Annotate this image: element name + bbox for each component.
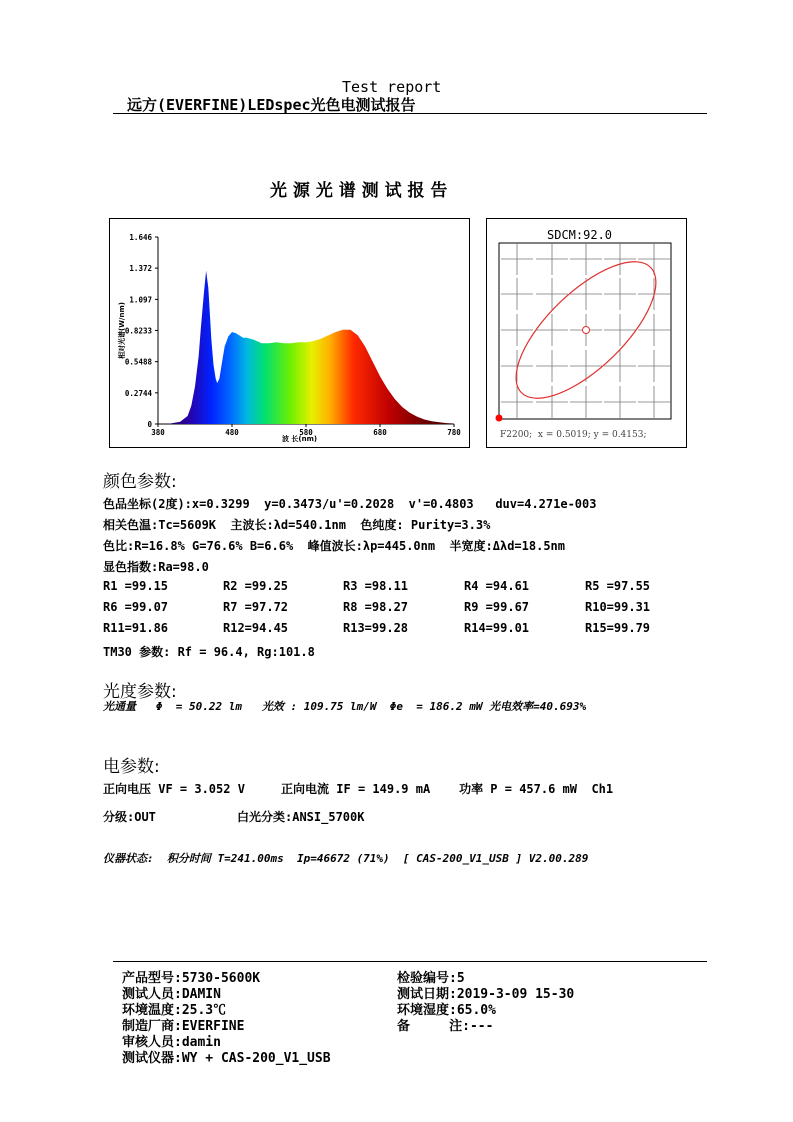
spectrum-y-tick-label: 0 <box>147 420 152 429</box>
color-ratio-line: 色比:R=16.8% G=76.6% B=6.6% 峰值波长:λp=445.0nm 半宽度:Δλd=18.5nm <box>103 539 566 553</box>
spectrum-y-tick-label: 0.8233 <box>124 326 152 336</box>
cri-line: 显色指数:Ra=98.0 <box>103 560 209 574</box>
electrical-heading: 电参数: <box>103 757 160 777</box>
footer-left-item: 产品型号:5730-5600K <box>122 971 261 986</box>
spectrum-y-tick-label: 0.2744 <box>124 388 152 398</box>
footer-left-item: 测试仪器:WY + CAS-200_V1_USB <box>122 1051 331 1066</box>
cri-value: R15=99.79 <box>585 621 651 635</box>
cri-value: R1 =99.15 <box>103 579 169 593</box>
spectrum-x-tick-label: 780 <box>447 428 461 437</box>
cri-value: R8 =98.27 <box>343 600 409 614</box>
photometric-line: 光通量 Φ = 50.22 lm 光效 : 109.75 lm/W Φe = 186.2 mW 光电效率=40.693% <box>103 700 587 713</box>
cri-value: R10=99.31 <box>585 600 651 614</box>
cri-value: R7 =97.72 <box>223 600 289 614</box>
footer-left-item: 环境温度:25.3℃ <box>122 1003 227 1018</box>
sdcm-measured-point <box>496 415 503 422</box>
cri-value: R3 =98.11 <box>343 579 409 593</box>
sdcm-footer: F2200; x = 0.5019; y = 0.4153; <box>500 430 647 440</box>
sdcm-chart <box>487 219 686 447</box>
sdcm-center-point <box>583 327 590 334</box>
electrical-line: 正向电压 VF = 3.052 V 正向电流 IF = 149.9 mA 功率 P = 457.6 mW Ch1 <box>103 782 614 796</box>
spectrum-chart-panel <box>109 218 470 448</box>
header-rule <box>113 113 707 114</box>
spectrum-x-tick-label: 480 <box>225 428 239 437</box>
sdcm-label: SDCM:92.0 <box>547 228 613 242</box>
sdcm-panel <box>486 218 687 448</box>
spectrum-x-label: 波 长(nm) <box>282 435 318 443</box>
report-title-cn: 远方(EVERFINE)LEDspec光色电测试报告 <box>127 96 416 114</box>
cri-value: R2 =99.25 <box>223 579 289 593</box>
instrument-status: 仪器状态: 积分时间 T=241.00ms Ip=46672 (71%) [ CAS-200_V1_USB ] V2.00.289 <box>103 852 589 865</box>
footer-right-item: 测试日期:2019-3-09 15-30 <box>397 987 575 1002</box>
footer-rule <box>113 961 707 962</box>
footer-right-item: 检验编号:5 <box>397 971 465 986</box>
footer-left-item: 测试人员:DAMIN <box>122 987 221 1002</box>
photometric-heading: 光度参数: <box>103 682 177 702</box>
cri-value: R11=91.86 <box>103 621 169 635</box>
footer-right-item: 备 注:--- <box>397 1019 494 1034</box>
white-light-class: 白光分类:ANSI_5700K <box>237 810 365 824</box>
cri-value: R9 =99.67 <box>464 600 530 614</box>
report-title-en: Test report <box>342 78 442 96</box>
cri-value: R14=99.01 <box>464 621 530 635</box>
tm30-line: TM30 参数: Rf = 96.4, Rg:101.8 <box>103 645 315 659</box>
chromaticity-line: 色品坐标(2度):x=0.3299 y=0.3473/u'=0.2028 v'=0.4803 duv=4.271e-003 <box>103 497 597 511</box>
spectrum-area <box>158 271 454 424</box>
spectrum-chart <box>110 219 469 447</box>
spectrum-x-tick-label: 580 <box>299 428 313 437</box>
footer-left-item: 审核人员:damin <box>122 1035 221 1050</box>
footer-left-item: 制造厂商:EVERFINE <box>122 1019 245 1034</box>
footer-right-item: 环境湿度:65.0% <box>397 1003 496 1018</box>
cct-line: 相关色温:Tc=5609K 主波长:λd=540.1nm 色纯度: Purity=3.3% <box>103 518 491 532</box>
cri-value: R6 =99.07 <box>103 600 169 614</box>
spectrum-y-tick-label: 0.5488 <box>124 357 152 367</box>
color-params-heading: 颜色参数: <box>103 472 177 492</box>
spectrum-report-title: 光 源 光 谱 测 试 报 告 <box>270 181 448 201</box>
cri-value: R5 =97.55 <box>585 579 651 593</box>
cri-value: R4 =94.61 <box>464 579 530 593</box>
spectrum-y-tick-label: 1.097 <box>129 295 152 305</box>
spectrum-x-tick-label: 680 <box>373 428 387 437</box>
bin-label: 分级:OUT <box>103 810 156 824</box>
cri-value: R12=94.45 <box>223 621 289 635</box>
spectrum-y-tick-label: 1.372 <box>129 264 152 274</box>
spectrum-y-label: 相对光谱(W/nm) <box>118 302 126 359</box>
cri-value: R13=99.28 <box>343 621 409 635</box>
spectrum-y-tick-label: 1.646 <box>129 233 152 242</box>
spectrum-x-tick-label: 380 <box>151 428 165 437</box>
